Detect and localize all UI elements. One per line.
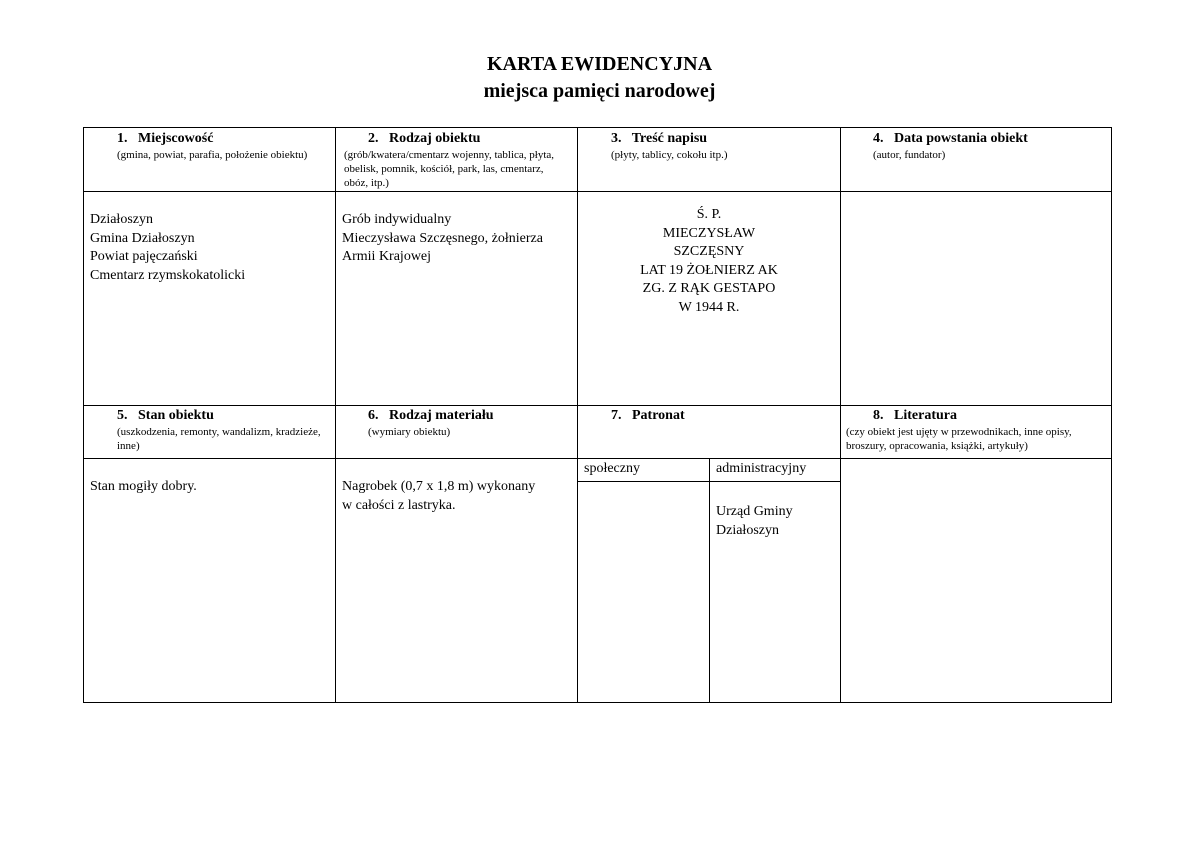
- header-literatura-sub: (czy obiekt jest ujęty w przewodnikach, inne opisy, broszury, opracowania, książki, artykuły): [846, 426, 1072, 452]
- content-line: Działoszyn: [90, 212, 153, 227]
- header-rodzaj-materialu: [368, 408, 568, 439]
- document-title: KARTA EWIDENCYJNA: [486, 53, 713, 75]
- header-data-powstania-sub: (autor, fundator): [873, 149, 946, 161]
- header-rodzaj-obiektu: [344, 131, 566, 190]
- header-stan-obiektu-title: 5. Stan obiektu: [117, 408, 214, 423]
- inscription-line: W 1944 R.: [678, 299, 740, 315]
- patronat-administracyjny-label: administracyjny: [716, 461, 807, 476]
- inscription-line: ZG. Z RĄK GESTAPO: [642, 281, 776, 296]
- record-form-grid: [83, 127, 1112, 703]
- patronat-column-divider: [709, 458, 710, 702]
- header-patronat-title: 7. Patronat: [611, 408, 685, 423]
- inscription-line: LAT 19 ŻOŁNIERZ AK: [640, 262, 778, 278]
- content-line: Urząd Gminy: [716, 504, 793, 519]
- header-rodzaj-materialu-sub: (wymiary obiektu): [368, 426, 451, 438]
- content-line: Nagrobek (0,7 x 1,8 m) wykonany: [342, 479, 536, 494]
- header-rodzaj-obiektu-sub: (grób/kwatera/cmentarz wojenny, tablica, płyta, obelisk, pomnik, kościół, park, las, cmentarz, obóz, itp.): [344, 149, 555, 189]
- divider-col-1: [335, 128, 336, 702]
- header-rodzaj-obiektu-title: 2. Rodzaj obiektu: [368, 131, 481, 146]
- patronat-spoleczny-label: społeczny: [584, 461, 640, 476]
- header-stan-obiektu-sub: (uszkodzenia, remonty, wandalizm, kradzieże, inne): [117, 426, 321, 452]
- inscription-line: Ś. P.: [696, 207, 722, 222]
- content-line: Stan mogiły dobry.: [90, 479, 197, 494]
- content-tresc-napisu: [578, 206, 840, 317]
- header-miejscowosc-title: 1. Miejscowość: [117, 131, 214, 146]
- content-line: Mieczysława Szczęsnego, żołnierza: [342, 230, 543, 246]
- content-rodzaj-materialu: [342, 478, 574, 515]
- document-subtitle: miejsca pamięci narodowej: [483, 80, 716, 102]
- content-line: Armii Krajowej: [342, 249, 432, 264]
- content-patronat-administracyjny: [716, 503, 838, 540]
- inscription-line: SZCZĘSNY: [673, 244, 745, 259]
- divider-col-3: [840, 128, 841, 702]
- content-line: Działoszyn: [716, 522, 779, 538]
- content-miejscowosc: [90, 211, 330, 285]
- content-rodzaj-obiektu: [342, 211, 574, 267]
- header-tresc-napisu-sub: (płyty, tablicy, cokołu itp.): [611, 149, 728, 161]
- header-miejscowosc-sub: (gmina, powiat, parafia, położenie obiektu): [117, 149, 308, 161]
- header-stan-obiektu: [117, 408, 329, 453]
- header-rodzaj-materialu-title: 6. Rodzaj materiału: [368, 408, 494, 423]
- divider-row-3: [84, 458, 1111, 459]
- content-line: Powiat pajęczański: [90, 249, 198, 264]
- divider-row-1: [84, 191, 1111, 192]
- divider-row-2: [84, 405, 1111, 406]
- header-tresc-napisu: [611, 131, 831, 162]
- header-patronat: [611, 408, 831, 424]
- content-line: Gmina Działoszyn: [90, 230, 195, 246]
- header-literatura-title: 8. Literatura: [873, 408, 957, 423]
- header-miejscowosc: [117, 131, 327, 162]
- header-tresc-napisu-title: 3. Treść napisu: [611, 131, 708, 146]
- header-literatura: [846, 408, 1111, 453]
- content-line: Grób indywidualny: [342, 212, 452, 227]
- header-data-powstania-title: 4. Data powstania obiekt: [873, 131, 1028, 146]
- inscription-line: MIECZYSŁAW: [662, 225, 756, 241]
- content-stan-obiektu: [90, 478, 330, 497]
- content-line: Cmentarz rzymskokatolicki: [90, 267, 246, 283]
- content-line: w całości z lastryka.: [342, 497, 456, 513]
- header-data-powstania: [873, 131, 1109, 162]
